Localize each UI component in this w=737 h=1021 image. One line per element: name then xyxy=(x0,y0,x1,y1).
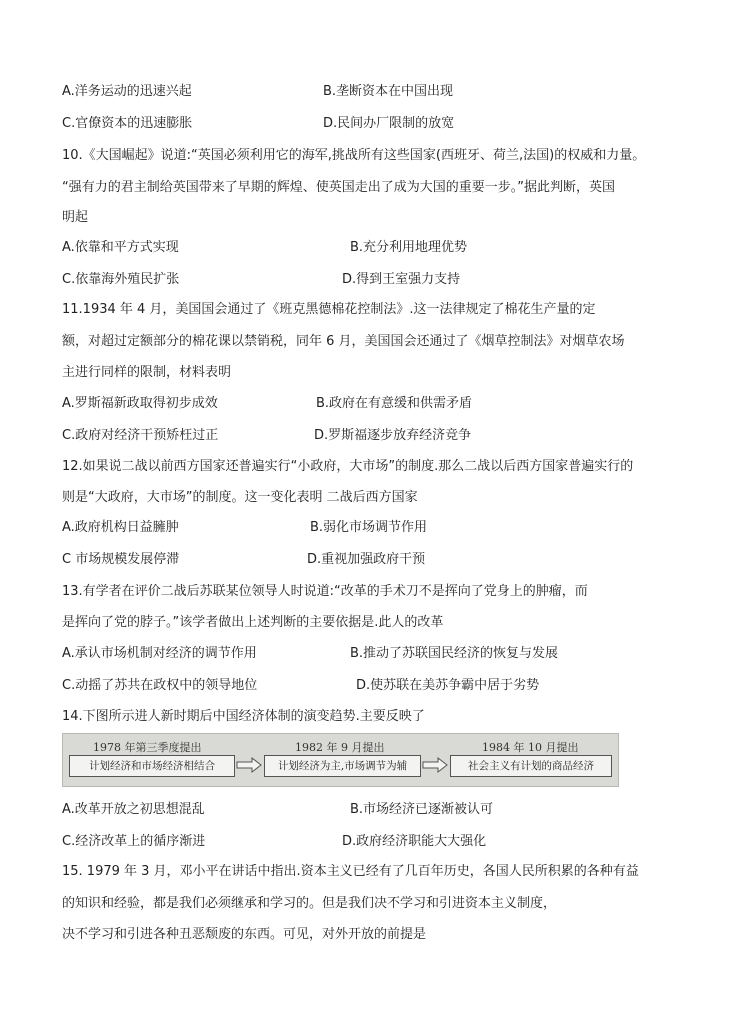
q14-option-c: C.经济改革上的循序渐进 xyxy=(62,834,206,849)
q12-stem-line-1: 12.如果说二战以前西方国家还普遍实行“小政府，大市场”的制度.那么二战以后西方国家普遍实行的 xyxy=(62,459,634,474)
q11-option-b: B.政府在有意缓和供需矛盾 xyxy=(316,396,473,411)
q14-option-b: B.市场经济已逐渐被认可 xyxy=(350,802,494,817)
q11-stem-line-2: 额，对超过定额部分的棉花课以禁销税，同年 6 月，美国国会还通过了《烟草控制法》对烟草农场 xyxy=(62,334,625,349)
right-arrow-icon xyxy=(236,757,262,773)
q11-option-c: C.政府对经济干预矫枉过正 xyxy=(62,428,219,443)
diagram-caption-1982: 1982 年 9 月提出 xyxy=(295,741,385,754)
q13-option-d: D.使苏联在美苏争霸中居于劣势 xyxy=(356,678,540,693)
q14-stem-line-1: 14.下图所示进人新时期后中国经济体制的演变趋势.主要反映了 xyxy=(62,709,425,724)
q9-option-c: C.官僚资本的迅速膨胀 xyxy=(62,116,193,131)
q13-stem-line-1: 13.有学者在评价二战后苏联某位领导人时说道:“改革的手术刀不是挥向了党身上的肿瘤，而 xyxy=(62,584,588,599)
economic-system-evolution-diagram xyxy=(62,733,619,787)
diagram-box-stage-2: 计划经济为主,市场调节为辅 xyxy=(264,755,421,777)
q13-option-a: A.承认市场机制对经济的调节作用 xyxy=(62,646,257,661)
q10-option-c: C.依靠海外殖民扩张 xyxy=(62,272,180,287)
q10-option-d: D.得到王室强力支持 xyxy=(342,272,461,287)
diagram-box-stage-1: 计划经济和市场经济相结合 xyxy=(69,755,235,777)
diagram-caption-1984: 1984 年 10 月提出 xyxy=(482,741,579,754)
q15-stem-line-2: 的知识和经验，都是我们必须继承和学习的。但是我们决不学习和引进资本主义制度， xyxy=(62,896,557,911)
diagram-box-stage-3: 社会主义有计划的商品经济 xyxy=(450,755,612,777)
diagram-caption-1978: 1978 年第三季度提出 xyxy=(93,741,202,754)
q9-option-a: A.洋务运动的迅速兴起 xyxy=(62,84,192,99)
right-arrow-icon xyxy=(422,757,448,773)
q14-option-d: D.政府经济职能大大强化 xyxy=(342,834,487,849)
q15-stem-line-1: 15. 1979 年 3 月，邓小平在讲话中指出.资本主义已经有了几百年历史，各国人民所积累的各种有益 xyxy=(62,864,639,879)
q13-option-b: B.推动了苏联国民经济的恢复与发展 xyxy=(350,646,559,661)
q13-option-c: C.动摇了苏共在政权中的领导地位 xyxy=(62,678,258,693)
q12-option-a: A.政府机构日益臃肿 xyxy=(62,520,179,535)
q10-option-a: A.依靠和平方式实现 xyxy=(62,240,179,255)
q11-option-a: A.罗斯福新政取得初步成效 xyxy=(62,396,218,411)
q9-option-b: B.垄断资本在中国出现 xyxy=(323,84,454,99)
q12-option-c: C 市场规模发展停滞 xyxy=(62,552,180,567)
q13-stem-line-2: 是挥向了党的脖子。”该学者做出上述判断的主要依据是.此人的改革 xyxy=(62,615,444,630)
q15-stem-line-3: 决不学习和引进各种丑恶颓废的东西。可见，对外开放的前提是 xyxy=(62,927,427,942)
q11-stem-line-1: 11.1934 年 4 月，美国国会通过了《班克黑德棉花控制法》.这一法律规定了棉花生产量的定 xyxy=(62,302,596,317)
q12-option-d: D.重视加强政府干预 xyxy=(307,552,426,567)
q12-stem-line-2: 则是“大政府，大市场”的制度。这一变化表明 二战后西方国家 xyxy=(62,490,418,505)
q10-stem-line-1: 10.《大国崛起》说道:“英国必须利用它的海军,挑战所有这些国家(西班牙、荷兰,法国)的权威和力量。 xyxy=(62,148,646,163)
q11-option-d: D.罗斯福逐步放弃经济竞争 xyxy=(314,428,472,443)
q14-option-a: A.改革开放之初思想混乱 xyxy=(62,802,205,817)
q10-stem-line-3: 明起 xyxy=(62,210,89,225)
q10-stem-line-2: “强有力的君主制给英国带来了早期的辉煌、使英国走出了成为大国的重要一步。”据此判断，英国 xyxy=(62,180,615,195)
q10-option-b: B.充分利用地理优势 xyxy=(350,240,468,255)
q11-stem-line-3: 主进行同样的限制，材料表明 xyxy=(62,365,232,380)
q12-option-b: B.弱化市场调节作用 xyxy=(310,520,428,535)
q9-option-d: D.民间办厂限制的放宽 xyxy=(323,116,455,131)
